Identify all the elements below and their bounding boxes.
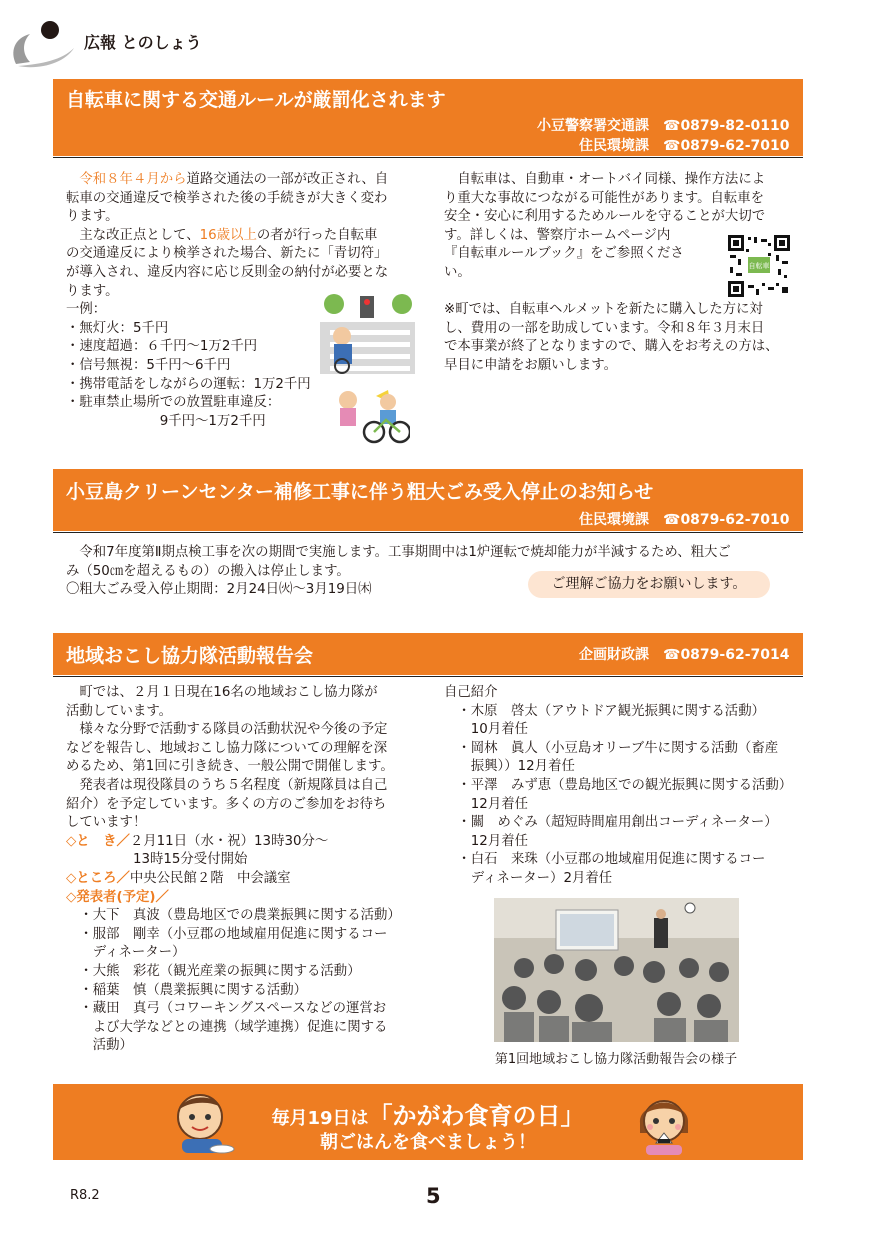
text-line bbox=[66, 190, 388, 209]
text-line: ・平澤 みず恵（豊島地区での観光振興に関する活動） bbox=[444, 777, 793, 793]
text-segment: 転車の交通違反で検挙された後の手続きが大きく変わ bbox=[66, 190, 388, 206]
text-line bbox=[66, 889, 401, 908]
page-number: 5 bbox=[426, 1184, 441, 1208]
text-segment: ディネーター） bbox=[66, 945, 186, 961]
contact-dept: 企画財政課 bbox=[579, 647, 649, 663]
text-segment: 町では、２月１日現在16名の地域おこし協力隊が bbox=[66, 685, 378, 700]
text-line bbox=[66, 208, 388, 227]
highlight-text: 16歳以上 bbox=[199, 227, 257, 243]
text-line bbox=[66, 926, 401, 945]
contact-tel: ☎0879-62-7010 bbox=[663, 512, 790, 528]
text-line bbox=[66, 796, 401, 815]
text-line bbox=[66, 907, 401, 926]
text-segment: よび大学などとの連携（域学連携）促進に関する bbox=[66, 1019, 388, 1035]
section1-header bbox=[53, 79, 803, 156]
photo-caption: 第1回地域おこし協力隊活動報告会の様子 bbox=[494, 1052, 738, 1067]
text-line bbox=[66, 758, 401, 777]
highlight-text: ◇発表者(予定)／ bbox=[66, 889, 169, 905]
text-segment: が導入され、違反内容に応じ反則金の納付が必要とな bbox=[66, 264, 389, 280]
text-line bbox=[66, 851, 401, 870]
text-segment bbox=[66, 172, 79, 187]
text-line bbox=[66, 1037, 401, 1056]
contact-tel: ☎0879-62-7014 bbox=[663, 647, 790, 663]
section1-contact-2 bbox=[579, 135, 789, 155]
text-line: 〇粗大ごみ受入停止期間：2月24日㈫〜3月19日㈭ bbox=[66, 582, 372, 598]
text-segment: の者が行った自転車 bbox=[256, 227, 378, 243]
text-segment: 活動しています。 bbox=[66, 703, 173, 719]
qr-label: 自転車 bbox=[748, 262, 770, 270]
text-line bbox=[66, 264, 388, 283]
text-line bbox=[66, 814, 401, 833]
text-line bbox=[66, 721, 401, 740]
text-line: 12月着任 bbox=[444, 796, 528, 812]
contact-tel: ☎0879-82-0110 bbox=[663, 118, 790, 134]
text-segment: 中央公民館２階 中会議室 bbox=[129, 870, 291, 886]
text-line: 早目に申請をお願いします。 bbox=[444, 357, 618, 373]
logo-icon bbox=[8, 8, 76, 70]
text-segment: 主な改正点として、 bbox=[66, 227, 200, 243]
bicycle-illustration bbox=[328, 386, 410, 444]
text-segment: 様々な分野で活動する隊員の活動状況や今後の予定 bbox=[66, 722, 388, 738]
text-line: ・白石 来珠（小豆郡の地域雇用促進に関するコー bbox=[444, 852, 766, 868]
contact-dept: 住民環境課 bbox=[579, 138, 649, 154]
text-line: ・木原 啓太（アウトドア観光振興に関する活動） bbox=[444, 703, 765, 719]
text-line: 自己紹介 bbox=[444, 685, 498, 700]
text-line: 自転車は、自動車・オートバイ同様、操作方法によ bbox=[444, 172, 766, 187]
text-segment: ・藏田 真弓（コワーキングスペースなどの運営お bbox=[66, 1001, 387, 1017]
text-line bbox=[66, 982, 401, 1001]
text-segment: 一例： bbox=[66, 302, 107, 318]
text-line bbox=[66, 963, 401, 982]
text-line bbox=[66, 171, 388, 190]
text-line: で本事業が終了となりますので、購入をお考えの方は、 bbox=[444, 339, 779, 355]
divider bbox=[53, 676, 803, 677]
text-line: 安全・安心に利用するためルールを守ることが大切で bbox=[444, 209, 766, 225]
text-line: い。 bbox=[444, 264, 471, 280]
section2-request-pill: ご理解ご協力をお願いします。 bbox=[528, 571, 770, 598]
text-segment: などを報告し、地域おこし協力隊についての理解を深 bbox=[66, 740, 388, 756]
text-line bbox=[66, 944, 401, 963]
text-line: 『自転車ルールブック』をご参照くださ bbox=[444, 246, 684, 262]
divider bbox=[53, 157, 803, 158]
section2-contact-1 bbox=[579, 509, 789, 529]
text-line bbox=[66, 703, 401, 722]
text-line: ・關 めぐみ（超短時間雇用創出コーディネーター） bbox=[444, 815, 778, 831]
banner-line1-pre: 毎月19日は bbox=[271, 1108, 369, 1129]
text-segment: の交通違反により検挙された場合、新たに「青切符」 bbox=[66, 246, 388, 262]
contact-dept: 小豆警察署交通課 bbox=[537, 118, 649, 134]
highlight-text: ◇ところ／ bbox=[66, 870, 130, 886]
text-line: み（50㎝を超えるもの）の搬入は停止します。 bbox=[66, 563, 350, 579]
text-segment: ・無灯火：5千円 bbox=[66, 320, 169, 336]
text-line: 振興））12月着任 bbox=[444, 759, 575, 775]
text-line: す。詳しくは、警察庁ホームページ内 bbox=[444, 227, 671, 243]
section3-contact-1 bbox=[579, 644, 789, 664]
text-line bbox=[66, 777, 401, 796]
section1-title: 自転車に関する交通ルールが厳罰化されます bbox=[66, 89, 446, 111]
text-line: ※町では、自転車ヘルメットを新たに購入した方に対 bbox=[444, 302, 763, 318]
banner-line2: 朝ごはんを食べましょう！ bbox=[320, 1132, 536, 1153]
banner-line1-highlight: 「かがわ食育の日」 bbox=[368, 1102, 585, 1130]
section3-left-body bbox=[66, 684, 401, 1056]
contact-dept: 住民環境課 bbox=[579, 512, 649, 528]
text-line: ディネーター）2月着任 bbox=[444, 870, 613, 886]
text-line bbox=[66, 1019, 401, 1038]
section1-contact-1 bbox=[537, 115, 789, 135]
text-line bbox=[66, 227, 388, 246]
footer-date: R8.2 bbox=[70, 1188, 100, 1203]
text-line: し、費用の一部を助成しています。令和８年３月末日 bbox=[444, 320, 765, 336]
text-segment: 13時15分受付開始 bbox=[66, 852, 248, 868]
text-line: 10月着任 bbox=[444, 722, 528, 738]
text-segment: ・携帯電話をしながらの運転：1万2千円 bbox=[66, 376, 311, 392]
text-segment: ２月11日（水・祝）13時30分〜 bbox=[129, 833, 329, 849]
text-segment: 道路交通法の一部が改正され、自 bbox=[186, 172, 389, 187]
text-segment: ・服部 剛幸（小豆郡の地域雇用促進に関するコー bbox=[66, 926, 388, 942]
section2-title: 小豆島クリーンセンター補修工事に伴う粗大ごみ受入停止のお知らせ bbox=[66, 481, 654, 503]
header-title: 広報 とのしょう bbox=[84, 33, 202, 52]
section2-header bbox=[53, 469, 803, 531]
text-line bbox=[66, 833, 401, 852]
text-line bbox=[66, 1000, 401, 1019]
text-segment: ります。 bbox=[66, 209, 119, 225]
section3-title: 地域おこし協力隊活動報告会 bbox=[66, 645, 314, 667]
text-line: り重大な事故につながる可能性があります。自転車を bbox=[444, 190, 765, 206]
child-eating-icon bbox=[170, 1089, 236, 1155]
qr-code-icon[interactable] bbox=[728, 235, 790, 297]
text-line bbox=[66, 870, 401, 889]
text-line: 令和7年度第Ⅱ期点検工事を次の期間で実施します。工事期間中は1炉運転で焼却能力が半減するため、粗大ご bbox=[66, 545, 731, 560]
text-line bbox=[66, 684, 401, 703]
text-segment: ・大熊 彩花（観光産業の振興に関する活動） bbox=[66, 963, 361, 979]
text-segment: 活動） bbox=[66, 1038, 133, 1054]
text-segment: ・稲葉 慎（農業振興に関する活動） bbox=[66, 982, 308, 998]
text-segment: ・大下 真波（豊島地区での農業振興に関する活動） bbox=[66, 908, 401, 924]
event-photo bbox=[494, 898, 739, 1042]
contact-tel: ☎0879-62-7010 bbox=[663, 138, 790, 154]
traffic-illustration bbox=[320, 292, 415, 374]
girl-rice-ball-icon bbox=[632, 1089, 698, 1155]
text-line: 12月着任 bbox=[444, 833, 528, 849]
text-segment: ります。 bbox=[66, 283, 119, 299]
text-segment: ・駐車禁止場所での放置駐車違反： bbox=[66, 395, 281, 411]
text-segment: 紹介）を予定しています。多くの方のご参加をお待ち bbox=[66, 796, 387, 812]
text-line bbox=[66, 245, 388, 264]
section3-header bbox=[53, 633, 803, 675]
text-line bbox=[66, 740, 401, 759]
section3-right-body bbox=[444, 684, 792, 889]
text-segment: ・速度超過：６千円〜1万2千円 bbox=[66, 339, 258, 355]
text-line: ・岡林 眞人（小豆島オリーブ牛に関する活動（畜産 bbox=[444, 740, 779, 756]
highlight-text: ◇と き／ bbox=[66, 833, 130, 849]
text-segment: しています！ bbox=[66, 815, 147, 831]
divider bbox=[53, 532, 803, 533]
text-segment: 9千円〜1万2千円 bbox=[66, 413, 266, 429]
text-segment: 発表者は現役隊員のうち５名程度（新規隊員は自己 bbox=[66, 777, 388, 793]
text-segment: ・信号無視：5千円〜6千円 bbox=[66, 357, 231, 373]
highlight-text: 令和８年４月から bbox=[79, 172, 187, 187]
text-segment: めるため、第1回に引き続き、一般公開で開催します。 bbox=[66, 759, 394, 775]
